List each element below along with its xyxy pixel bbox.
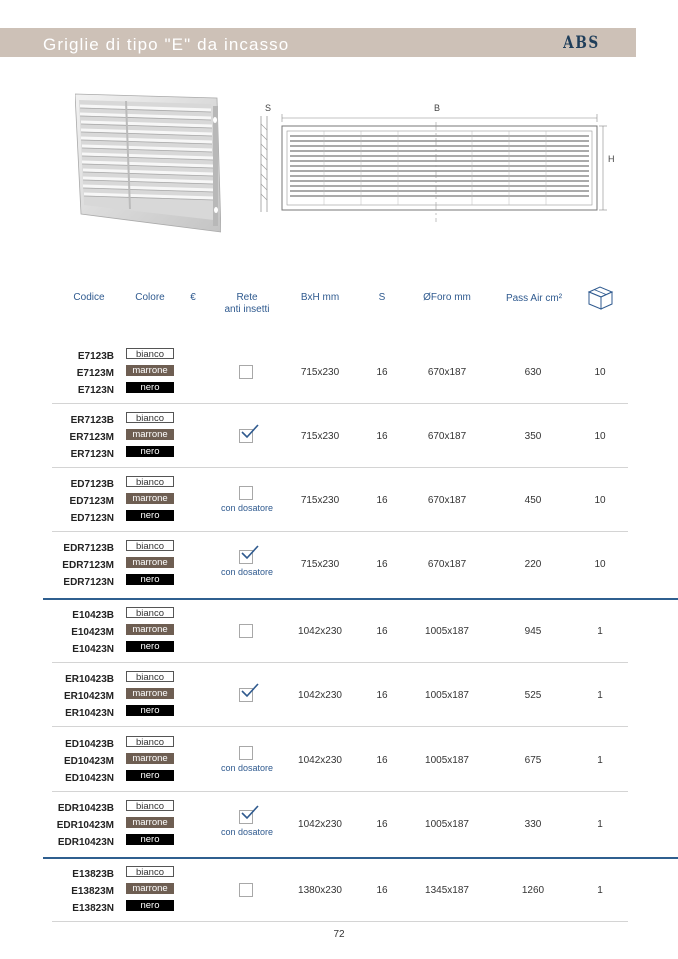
thickness-s: 16 (376, 495, 388, 506)
hole-size: 1005x187 (425, 755, 469, 766)
product-code: EDR7123M (62, 560, 114, 571)
product-code: ER7123N (70, 449, 114, 460)
dimension-bxh: 715x230 (300, 495, 340, 506)
color-chips (126, 800, 174, 851)
table-row (0, 800, 678, 864)
color-chip-nero: nero (126, 510, 174, 521)
color-chip-bianco: bianco (126, 736, 174, 747)
color-chip-marrone: marrone (126, 493, 174, 504)
page-number: 72 (333, 929, 345, 940)
insect-net-checkbox (239, 429, 253, 443)
check-icon (241, 683, 259, 699)
dosatore-label: con dosatore (220, 827, 274, 837)
product-code: ED7123N (70, 513, 114, 524)
insect-net-checkbox (239, 746, 253, 760)
pass-air: 450 (524, 495, 542, 506)
color-chip-nero: nero (126, 900, 174, 911)
color-chip-marrone: marrone (126, 557, 174, 568)
color-chips (126, 348, 174, 399)
product-code: ER10423N (65, 708, 114, 719)
col-rete (212, 292, 282, 316)
product-codes (52, 540, 114, 591)
product-photo (75, 92, 221, 234)
product-code: ER7123B (70, 415, 114, 426)
dosatore-label: con dosatore (220, 567, 274, 577)
color-chips (126, 736, 174, 787)
color-chip-marrone: marrone (126, 753, 174, 764)
row-divider (52, 531, 628, 532)
package-qty: 10 (594, 495, 606, 506)
color-chip-marrone: marrone (126, 817, 174, 828)
color-chip-nero: nero (126, 382, 174, 393)
pass-air: 945 (524, 626, 542, 637)
product-code: EDR10423N (57, 837, 114, 848)
col-codice: Codice (73, 292, 105, 303)
pass-air: 1260 (521, 885, 545, 896)
col-s: S (378, 292, 386, 303)
row-divider (43, 857, 678, 859)
color-chip-marrone: marrone (126, 688, 174, 699)
color-chip-bianco: bianco (126, 348, 174, 359)
hole-size: 1005x187 (425, 690, 469, 701)
hole-size: 1345x187 (425, 885, 469, 896)
package-qty: 10 (594, 431, 606, 442)
col-rete-line1: Rete (236, 292, 258, 303)
thickness-s: 16 (376, 690, 388, 701)
box-icon (586, 285, 614, 311)
color-chip-marrone: marrone (126, 365, 174, 376)
insect-net-checkbox (239, 365, 253, 379)
product-code: E13823M (71, 886, 114, 897)
product-code: E10423M (71, 627, 114, 638)
header-bar (0, 28, 636, 57)
row-divider (52, 662, 628, 663)
package-qty: 10 (594, 367, 606, 378)
color-chips (126, 866, 174, 917)
package-qty: 10 (594, 559, 606, 570)
package-qty: 1 (597, 885, 603, 896)
dimension-bxh: 715x230 (300, 367, 340, 378)
product-code: ED10423M (63, 756, 114, 767)
product-code: E13823N (72, 903, 114, 914)
pass-air: 220 (524, 559, 542, 570)
hole-size: 1005x187 (425, 626, 469, 637)
color-chip-marrone: marrone (126, 883, 174, 894)
color-chip-bianco: bianco (126, 607, 174, 618)
product-codes (52, 607, 114, 658)
col-pass: Pass Air cm² (505, 293, 563, 304)
product-code: ED10423B (65, 739, 114, 750)
label-h: H (608, 154, 615, 164)
product-code: EDR10423B (57, 803, 114, 814)
product-code: E7123N (77, 385, 114, 396)
color-chip-bianco: bianco (126, 671, 174, 682)
color-chips (126, 412, 174, 463)
thickness-s: 16 (376, 626, 388, 637)
color-chip-nero: nero (126, 574, 174, 585)
product-codes (52, 476, 114, 527)
hole-size: 670x187 (427, 559, 467, 570)
hole-size: 670x187 (427, 495, 467, 506)
row-divider (52, 921, 628, 922)
product-code: EDR7123B (63, 543, 114, 554)
insect-net-checkbox (239, 624, 253, 638)
color-chips (126, 540, 174, 591)
dimension-bxh: 715x230 (300, 431, 340, 442)
color-chip-bianco: bianco (126, 476, 174, 487)
product-code: E13823B (72, 869, 114, 880)
color-chip-bianco: bianco (126, 866, 174, 877)
insect-net-checkbox (239, 486, 253, 500)
dimension-bxh: 715x230 (300, 559, 340, 570)
col-colore: Colore (135, 292, 165, 303)
insect-net-checkbox (239, 550, 253, 564)
brand-logo: ABS (563, 33, 600, 53)
hole-size: 670x187 (427, 431, 467, 442)
page-title: Griglie di tipo "E" da incasso (43, 35, 290, 54)
col-bxh: BxH mm (300, 292, 340, 303)
technical-drawing (254, 100, 624, 222)
label-s: S (265, 103, 272, 113)
insect-net-checkbox (239, 883, 253, 897)
dimension-bxh: 1042x230 (298, 690, 342, 701)
pass-air: 675 (524, 755, 542, 766)
check-icon (241, 545, 259, 561)
hole-size: 670x187 (427, 367, 467, 378)
product-codes (52, 866, 114, 917)
thickness-s: 16 (376, 819, 388, 830)
dosatore-label: con dosatore (220, 503, 274, 513)
row-divider (52, 403, 628, 404)
dimension-bxh: 1042x230 (298, 626, 342, 637)
product-codes (52, 412, 114, 463)
check-icon (241, 805, 259, 821)
product-code: ER10423B (65, 674, 114, 685)
package-qty: 1 (597, 819, 603, 830)
color-chip-marrone: marrone (126, 624, 174, 635)
product-code: E10423B (72, 610, 114, 621)
label-b: B (434, 103, 441, 113)
row-divider (43, 598, 678, 600)
package-qty: 1 (597, 690, 603, 701)
row-divider (52, 791, 628, 792)
dimension-bxh: 1042x230 (298, 819, 342, 830)
dimension-bxh: 1042x230 (298, 755, 342, 766)
color-chip-nero: nero (126, 641, 174, 652)
color-chip-nero: nero (126, 446, 174, 457)
row-divider (52, 726, 628, 727)
product-codes (52, 736, 114, 787)
table-row (0, 540, 678, 604)
product-code: ER7123M (69, 432, 114, 443)
dosatore-label: con dosatore (220, 763, 274, 773)
product-code: ED10423N (65, 773, 114, 784)
product-code: E7123B (77, 351, 114, 362)
product-code: ER10423M (63, 691, 114, 702)
color-chip-bianco: bianco (126, 800, 174, 811)
thickness-s: 16 (376, 885, 388, 896)
color-chips (126, 476, 174, 527)
check-icon (241, 424, 259, 440)
pass-air: 525 (524, 690, 542, 701)
thickness-s: 16 (376, 755, 388, 766)
product-codes (52, 671, 114, 722)
product-code: E7123M (76, 368, 114, 379)
product-code: E10423N (72, 644, 114, 655)
thickness-s: 16 (376, 431, 388, 442)
color-chip-bianco: bianco (126, 540, 174, 551)
hole-size: 1005x187 (425, 819, 469, 830)
package-qty: 1 (597, 626, 603, 637)
color-chip-nero: nero (126, 705, 174, 716)
pass-air: 630 (524, 367, 542, 378)
product-codes (52, 348, 114, 399)
pass-air: 330 (524, 819, 542, 830)
dimension-bxh: 1380x230 (298, 885, 342, 896)
pass-air: 350 (524, 431, 542, 442)
color-chip-nero: nero (126, 834, 174, 845)
product-codes (52, 800, 114, 851)
col-foro: ØForo mm (423, 292, 471, 303)
product-code: ED7123B (70, 479, 114, 490)
col-rete-line2: anti insetti (224, 304, 270, 315)
thickness-s: 16 (376, 559, 388, 570)
insect-net-checkbox (239, 810, 253, 824)
product-code: EDR7123N (63, 577, 114, 588)
package-qty: 1 (597, 755, 603, 766)
thickness-s: 16 (376, 367, 388, 378)
color-chip-nero: nero (126, 770, 174, 781)
insect-net-checkbox (239, 688, 253, 702)
color-chips (126, 607, 174, 658)
color-chips (126, 671, 174, 722)
color-chip-marrone: marrone (126, 429, 174, 440)
col-euro: € (190, 292, 196, 303)
color-chip-bianco: bianco (126, 412, 174, 423)
product-code: EDR10423M (56, 820, 114, 831)
row-divider (52, 467, 628, 468)
product-code: ED7123M (69, 496, 114, 507)
